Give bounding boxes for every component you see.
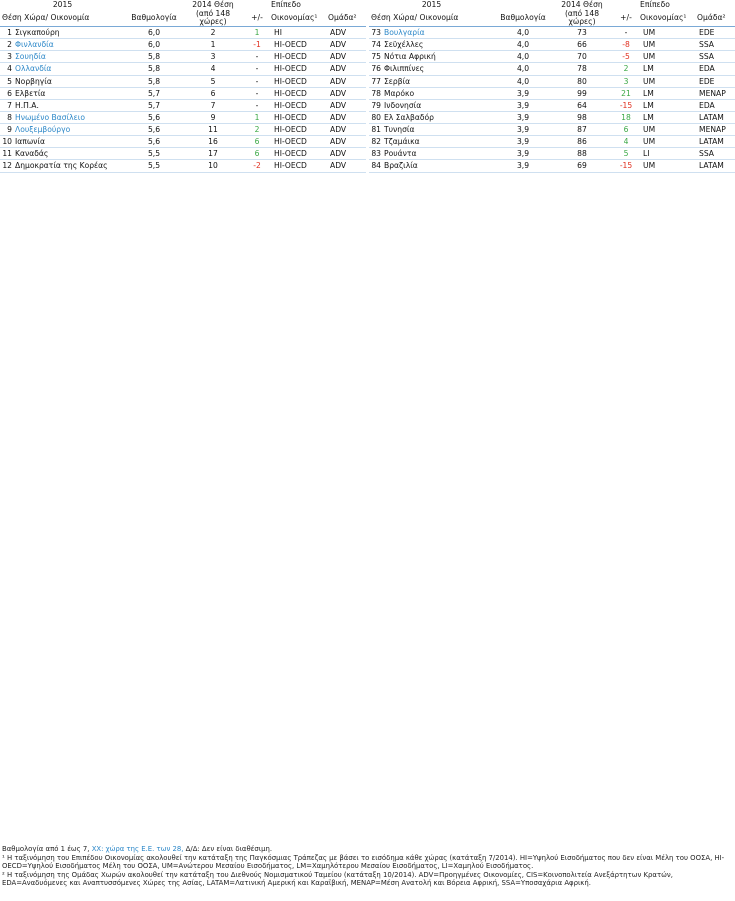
table-row	[0, 87, 366, 99]
change-cell: 2	[612, 63, 640, 75]
income-level-cell: HI-OECD	[271, 75, 328, 87]
score-cell: 4,0	[494, 27, 552, 39]
country-cell: Νορβηγία	[15, 75, 125, 87]
country-group-cell: MENAP	[697, 124, 735, 136]
ranking-table-right-body	[369, 27, 735, 173]
rank-2014-cell: 88	[552, 148, 612, 160]
rank-cell: 3	[0, 51, 15, 63]
income-level-cell: HI-OECD	[271, 63, 328, 75]
score-cell: 4,0	[494, 51, 552, 63]
table-row	[369, 39, 735, 51]
change-cell: -	[243, 87, 271, 99]
income-level-cell: UM	[640, 27, 697, 39]
rank-cell: 75	[369, 51, 384, 63]
country-cell: Δημοκρατία της Κορέας	[15, 160, 125, 172]
score-cell: 5,5	[125, 160, 183, 172]
footnote-scale: Βαθμολογία από 1 έως 7, XX: χώρα της Ε.Ε. των 28, Δ/Δ: Δεν είναι διαθέσιμη.	[2, 845, 273, 853]
header-pos-sub: (από 148 χώρες)	[183, 10, 243, 27]
header-pos-2014: 2014 Θέση	[561, 0, 603, 9]
score-cell: 6,0	[125, 39, 183, 51]
score-cell: 3,9	[494, 160, 552, 172]
country-cell: Ελ Σαλβαδόρ	[384, 111, 494, 123]
country-cell: Ιαπωνία	[15, 136, 125, 148]
country-cell: Λουξεμβούργο	[15, 124, 125, 136]
income-level-cell: HI-OECD	[271, 124, 328, 136]
country-cell: Η.Π.Α.	[15, 99, 125, 111]
change-cell: -1	[243, 39, 271, 51]
table-row	[369, 27, 735, 39]
score-cell: 4,0	[494, 63, 552, 75]
footnotes	[2, 845, 733, 888]
header-score: Βαθμολογία	[125, 10, 183, 27]
header-pos-2014: 2014 Θέση	[192, 0, 234, 9]
country-group-cell: ADV	[328, 87, 366, 99]
country-cell: Σουηδία	[15, 51, 125, 63]
country-cell: Τζαμάικα	[384, 136, 494, 148]
income-level-cell: LM	[640, 111, 697, 123]
country-group-cell: EDA	[697, 99, 735, 111]
rank-2014-cell: 3	[183, 51, 243, 63]
score-cell: 4,0	[494, 39, 552, 51]
change-cell: -8	[612, 39, 640, 51]
country-group-cell: ADV	[328, 148, 366, 160]
header-pos-sub: (από 148 χώρες)	[552, 10, 612, 27]
rank-cell: 2	[0, 39, 15, 51]
change-cell: -	[243, 99, 271, 111]
country-cell: Βραζιλία	[384, 160, 494, 172]
change-cell: 5	[612, 148, 640, 160]
country-group-cell: ADV	[328, 63, 366, 75]
country-cell: Ελβετία	[15, 87, 125, 99]
country-group-cell: SSA	[697, 148, 735, 160]
score-cell: 5,8	[125, 75, 183, 87]
table-row	[369, 51, 735, 63]
change-cell: 2	[243, 124, 271, 136]
rank-cell: 84	[369, 160, 384, 172]
rank-cell: 7	[0, 99, 15, 111]
country-cell: Τυνησία	[384, 124, 494, 136]
change-cell: 18	[612, 111, 640, 123]
ranking-table-right	[369, 0, 735, 173]
change-cell: 21	[612, 87, 640, 99]
income-level-cell: HI-OECD	[271, 136, 328, 148]
country-group-cell: ADV	[328, 75, 366, 87]
income-level-cell: LM	[640, 87, 697, 99]
change-cell: 3	[612, 75, 640, 87]
rank-cell: 11	[0, 148, 15, 160]
score-cell: 3,9	[494, 99, 552, 111]
country-group-cell: ADV	[328, 39, 366, 51]
rank-cell: 82	[369, 136, 384, 148]
header-income: Οικονομίας¹	[271, 10, 328, 27]
rank-cell: 10	[0, 136, 15, 148]
change-cell: -15	[612, 99, 640, 111]
country-cell: Σιγκαπούρη	[15, 27, 125, 39]
header-group: Ομάδα²	[697, 10, 735, 27]
rank-2014-cell: 4	[183, 63, 243, 75]
change-cell: -	[243, 51, 271, 63]
header-year: 2015	[52, 0, 73, 9]
rank-2014-cell: 7	[183, 99, 243, 111]
rank-2014-cell: 99	[552, 87, 612, 99]
rank-2014-cell: 17	[183, 148, 243, 160]
table-row	[0, 39, 366, 51]
header-rank-country: Θέση Χώρα/ Οικονομία	[369, 10, 494, 27]
income-level-cell: HI-OECD	[271, 160, 328, 172]
income-level-cell: UM	[640, 75, 697, 87]
score-cell: 3,9	[494, 124, 552, 136]
header-income: Οικονομίας¹	[640, 10, 697, 27]
score-cell: 3,9	[494, 148, 552, 160]
table-row	[0, 160, 366, 172]
country-cell: Καναδάς	[15, 148, 125, 160]
rank-cell: 77	[369, 75, 384, 87]
rank-2014-cell: 1	[183, 39, 243, 51]
score-cell: 5,6	[125, 124, 183, 136]
income-level-cell: UM	[640, 51, 697, 63]
income-level-cell: HI	[271, 27, 328, 39]
change-cell: -	[243, 63, 271, 75]
country-cell: Μαρόκο	[384, 87, 494, 99]
score-cell: 6,0	[125, 27, 183, 39]
change-cell: 6	[612, 124, 640, 136]
rank-cell: 8	[0, 111, 15, 123]
rank-2014-cell: 9	[183, 111, 243, 123]
score-cell: 5,7	[125, 99, 183, 111]
score-cell: 5,8	[125, 51, 183, 63]
score-cell: 5,5	[125, 148, 183, 160]
rank-2014-cell: 6	[183, 87, 243, 99]
rank-cell: 79	[369, 99, 384, 111]
rank-2014-cell: 87	[552, 124, 612, 136]
rank-2014-cell: 66	[552, 39, 612, 51]
country-cell: Ρουάντα	[384, 148, 494, 160]
country-group-cell: LATAM	[697, 160, 735, 172]
header-change: +/-	[612, 10, 640, 27]
country-cell: Φινλανδία	[15, 39, 125, 51]
score-cell: 3,9	[494, 111, 552, 123]
country-group-cell: EDE	[697, 27, 735, 39]
rank-2014-cell: 70	[552, 51, 612, 63]
score-cell: 5,6	[125, 111, 183, 123]
income-level-cell: LM	[640, 63, 697, 75]
country-group-cell: SSA	[697, 51, 735, 63]
table-row	[369, 63, 735, 75]
rank-2014-cell: 86	[552, 136, 612, 148]
country-group-cell: LATAM	[697, 136, 735, 148]
table-row	[0, 63, 366, 75]
income-level-cell: LM	[640, 99, 697, 111]
country-cell: Φιλιππίνες	[384, 63, 494, 75]
country-group-cell: SSA	[697, 39, 735, 51]
country-group-cell: ADV	[328, 27, 366, 39]
country-cell: Ινδονησία	[384, 99, 494, 111]
income-level-cell: HI-OECD	[271, 87, 328, 99]
rank-cell: 4	[0, 63, 15, 75]
rank-cell: 1	[0, 27, 15, 39]
table-row	[369, 136, 735, 148]
rank-cell: 83	[369, 148, 384, 160]
rank-cell: 74	[369, 39, 384, 51]
ranking-table-left-body	[0, 27, 366, 173]
table-row	[0, 124, 366, 136]
header-year: 2015	[421, 0, 442, 9]
table-row	[0, 111, 366, 123]
rank-cell: 9	[0, 124, 15, 136]
score-cell: 5,7	[125, 87, 183, 99]
header-score: Βαθμολογία	[494, 10, 552, 27]
income-level-cell: UM	[640, 136, 697, 148]
income-level-cell: HI-OECD	[271, 51, 328, 63]
rank-2014-cell: 73	[552, 27, 612, 39]
country-group-cell: ADV	[328, 160, 366, 172]
rank-2014-cell: 10	[183, 160, 243, 172]
country-group-cell: ADV	[328, 111, 366, 123]
rank-cell: 73	[369, 27, 384, 39]
rank-cell: 78	[369, 87, 384, 99]
footnote-group: ² Η ταξινόμηση της Ομάδας Χωρών ακολουθεί την κατάταξη του Διεθνούς Νομισματικού Ταμείου (κατάταξη 10/2014). ADV=Προηγμένες Οικονομίες, CIS=Κοινοπολιτεία Ανεξάρτητων Κρατών, EDA=Αναδυόμενες και Αναπτυσσόμενες Χώρες της Ασίας, LATAM=Λατινική Αμερική και Καραϊβική, MENAP=Μέση Ανατολή και Βόρεια Αφρική, SSA=Υποσαχάρια Αφρική.	[2, 870, 673, 888]
footnote-eu-marker: XX: χώρα της Ε.Ε. των 28,	[91, 845, 184, 853]
score-cell: 3,9	[494, 87, 552, 99]
country-group-cell: MENAP	[697, 87, 735, 99]
header-income-top: Επίπεδο	[271, 0, 301, 9]
table-row	[369, 99, 735, 111]
table-row	[0, 136, 366, 148]
rank-2014-cell: 16	[183, 136, 243, 148]
rank-2014-cell: 69	[552, 160, 612, 172]
country-group-cell: EDA	[697, 63, 735, 75]
rank-2014-cell: 5	[183, 75, 243, 87]
change-cell: -15	[612, 160, 640, 172]
header-income-top: Επίπεδο	[640, 0, 670, 9]
rank-2014-cell: 11	[183, 124, 243, 136]
change-cell: -5	[612, 51, 640, 63]
rank-cell: 76	[369, 63, 384, 75]
change-cell: 1	[243, 111, 271, 123]
rank-2014-cell: 98	[552, 111, 612, 123]
change-cell: 4	[612, 136, 640, 148]
country-cell: Νότια Αφρική	[384, 51, 494, 63]
rank-2014-cell: 80	[552, 75, 612, 87]
rank-cell: 80	[369, 111, 384, 123]
score-cell: 5,6	[125, 136, 183, 148]
score-cell: 5,8	[125, 63, 183, 75]
country-cell: Ολλανδία	[15, 63, 125, 75]
country-group-cell: ADV	[328, 99, 366, 111]
table-row	[0, 148, 366, 160]
change-cell: 1	[243, 27, 271, 39]
income-level-cell: HI-OECD	[271, 148, 328, 160]
header-change: +/-	[243, 10, 271, 27]
country-group-cell: ADV	[328, 136, 366, 148]
country-cell: Σερβία	[384, 75, 494, 87]
rank-2014-cell: 64	[552, 99, 612, 111]
income-level-cell: UM	[640, 160, 697, 172]
change-cell: -	[243, 75, 271, 87]
country-group-cell: LATAM	[697, 111, 735, 123]
country-cell: Σεϋχέλλες	[384, 39, 494, 51]
table-row	[369, 124, 735, 136]
table-row	[0, 75, 366, 87]
income-level-cell: HI-OECD	[271, 111, 328, 123]
country-group-cell: EDE	[697, 75, 735, 87]
table-row	[369, 87, 735, 99]
change-cell: -2	[243, 160, 271, 172]
change-cell: 6	[243, 148, 271, 160]
rank-cell: 12	[0, 160, 15, 172]
rank-2014-cell: 2	[183, 27, 243, 39]
footnote-income: ¹ Η ταξινόμηση του Επιπέδου Οικονομίας ακολουθεί την κατάταξη της Παγκόσμιας Τράπεζας με βάσει το εισόδημα κάθε χώρας (κατάταξη 7/2014). HI=Υψηλού Εισοδήματος που δεν είναι Μέλη του ΟΟΣΑ, HI-OECD=Υψηλού Εισοδήματος Μέλη του ΟΟΣΑ, UM=Ανώτερου Μεσαίου Εισοδήματος, LM=Χαμηλότερου Μεσαίου Εισοδήματος, LI=Χαμηλού Εισοδήματος.	[2, 853, 725, 871]
table-row	[369, 148, 735, 160]
country-group-cell: ADV	[328, 124, 366, 136]
rank-2014-cell: 78	[552, 63, 612, 75]
table-row	[369, 160, 735, 172]
table-row	[369, 75, 735, 87]
income-level-cell: UM	[640, 39, 697, 51]
country-cell: Βουλγαρία	[384, 27, 494, 39]
table-row	[0, 51, 366, 63]
score-cell: 4,0	[494, 75, 552, 87]
change-cell: -	[612, 27, 640, 39]
header-group: Ομάδα²	[328, 10, 366, 27]
income-level-cell: UM	[640, 124, 697, 136]
score-cell: 3,9	[494, 136, 552, 148]
table-row	[0, 99, 366, 111]
change-cell: 6	[243, 136, 271, 148]
country-group-cell: ADV	[328, 51, 366, 63]
header-rank-country: Θέση Χώρα/ Οικονομία	[0, 10, 125, 27]
rank-cell: 6	[0, 87, 15, 99]
country-cell: Ηνωμένο Βασίλειο	[15, 111, 125, 123]
income-level-cell: LI	[640, 148, 697, 160]
income-level-cell: HI-OECD	[271, 99, 328, 111]
table-row	[369, 111, 735, 123]
rank-cell: 5	[0, 75, 15, 87]
rank-cell: 81	[369, 124, 384, 136]
table-row	[0, 27, 366, 39]
income-level-cell: HI-OECD	[271, 39, 328, 51]
ranking-table-left	[0, 0, 366, 173]
